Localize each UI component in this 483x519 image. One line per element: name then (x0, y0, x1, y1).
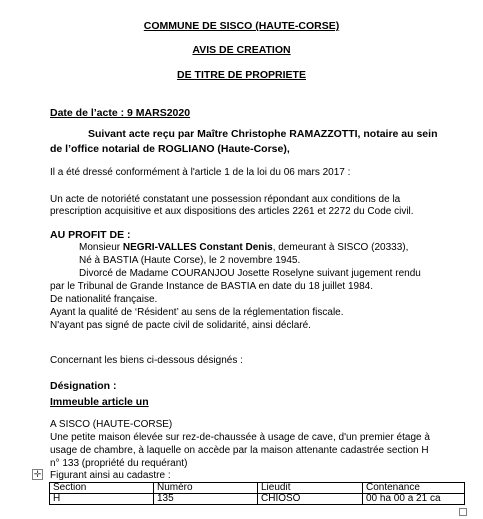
desc-line-3: n° 133 (propriété du requérant) (50, 458, 188, 469)
table-cell: CHIOSO (258, 494, 363, 505)
table-header-cell: Contenance (363, 483, 465, 494)
table-resize-handle-icon[interactable] (459, 508, 467, 516)
table-row (50, 494, 465, 505)
table-header-cell: Section (50, 483, 154, 494)
immeuble-label: Immeuble article un (50, 396, 149, 408)
cadastre-line: Figurant ainsi au cadastre : (50, 470, 171, 481)
table-header-row (50, 483, 465, 494)
nationalite-line: De nationalité française. (50, 294, 158, 305)
notoriete-line-2: prescription acquisitive et aux dispositions des articles 2261 et 2272 du Code civil. (50, 206, 414, 217)
desc-line-2: usage de chambre, à laquelle on accède par la maison attenante cadastrée section H (50, 445, 429, 456)
table-move-handle-icon[interactable]: ✛ (33, 469, 42, 479)
article-text: Il a été dressé conformément à l'article 1 de la loi du 06 mars 2017 : (50, 167, 351, 178)
notoriete-line-1: Un acte de notoriété constatant une possession répondant aux conditions de la (50, 194, 401, 205)
biens-line: Concernant les biens ci-dessous désignés : (50, 355, 243, 366)
table-cell: 00 ha 00 a 21 ca (363, 494, 465, 505)
beneficiary-name: NEGRI-VALLES Constant Denis (122, 242, 273, 253)
monsieur-line: Monsieur NEGRI-VALLES Constant Denis, demeurant à SISCO (20333), (79, 242, 409, 253)
designation-label: Désignation : (50, 380, 117, 392)
avis-heading: AVIS DE CREATION (192, 44, 291, 56)
table-cell: 135 (154, 494, 258, 505)
acte-line-2: de l’office notarial de ROGLIANO (Haute-Corse), (50, 143, 290, 155)
ne-line: Né à BASTIA (Haute Corse), le 2 novembre 1945. (79, 255, 301, 266)
cadastre-table (49, 482, 465, 505)
resident-line: Ayant la qualité de ‘Résident’ au sens de la réglementation fiscale. (50, 307, 344, 318)
divorce-line-2: par le Tribunal de Grande Instance de BASTIA en date du 18 juillet 1984. (50, 281, 373, 292)
pacs-line: N'ayant pas signé de pacte civil de solidarité, ainsi déclaré. (50, 320, 311, 331)
acte-line-1: Suivant acte reçu par Maître Christophe RAMAZZOTTI, notaire au sein (88, 128, 438, 140)
table-cell: H (50, 494, 154, 505)
date-acte: Date de l’acte : 9 MARS2020 (50, 107, 191, 119)
desc-line-1: Une petite maison élevée sur rez-de-chaussée à usage de cave, d'un premier étage à (50, 432, 430, 443)
commune-heading: COMMUNE DE SISCO (HAUTE-CORSE) (143, 20, 340, 32)
lieu-line: A SISCO (HAUTE-CORSE) (50, 419, 173, 430)
divorce-line-1: Divorcé de Madame COURANJOU Josette Roselyne suivant jugement rendu (79, 268, 421, 279)
table-header-cell: Numéro (154, 483, 258, 494)
table-header-cell: Lieudit (258, 483, 363, 494)
au-profit-label: AU PROFIT DE : (50, 229, 131, 241)
titre-heading: DE TITRE DE PROPRIETE (177, 69, 306, 81)
